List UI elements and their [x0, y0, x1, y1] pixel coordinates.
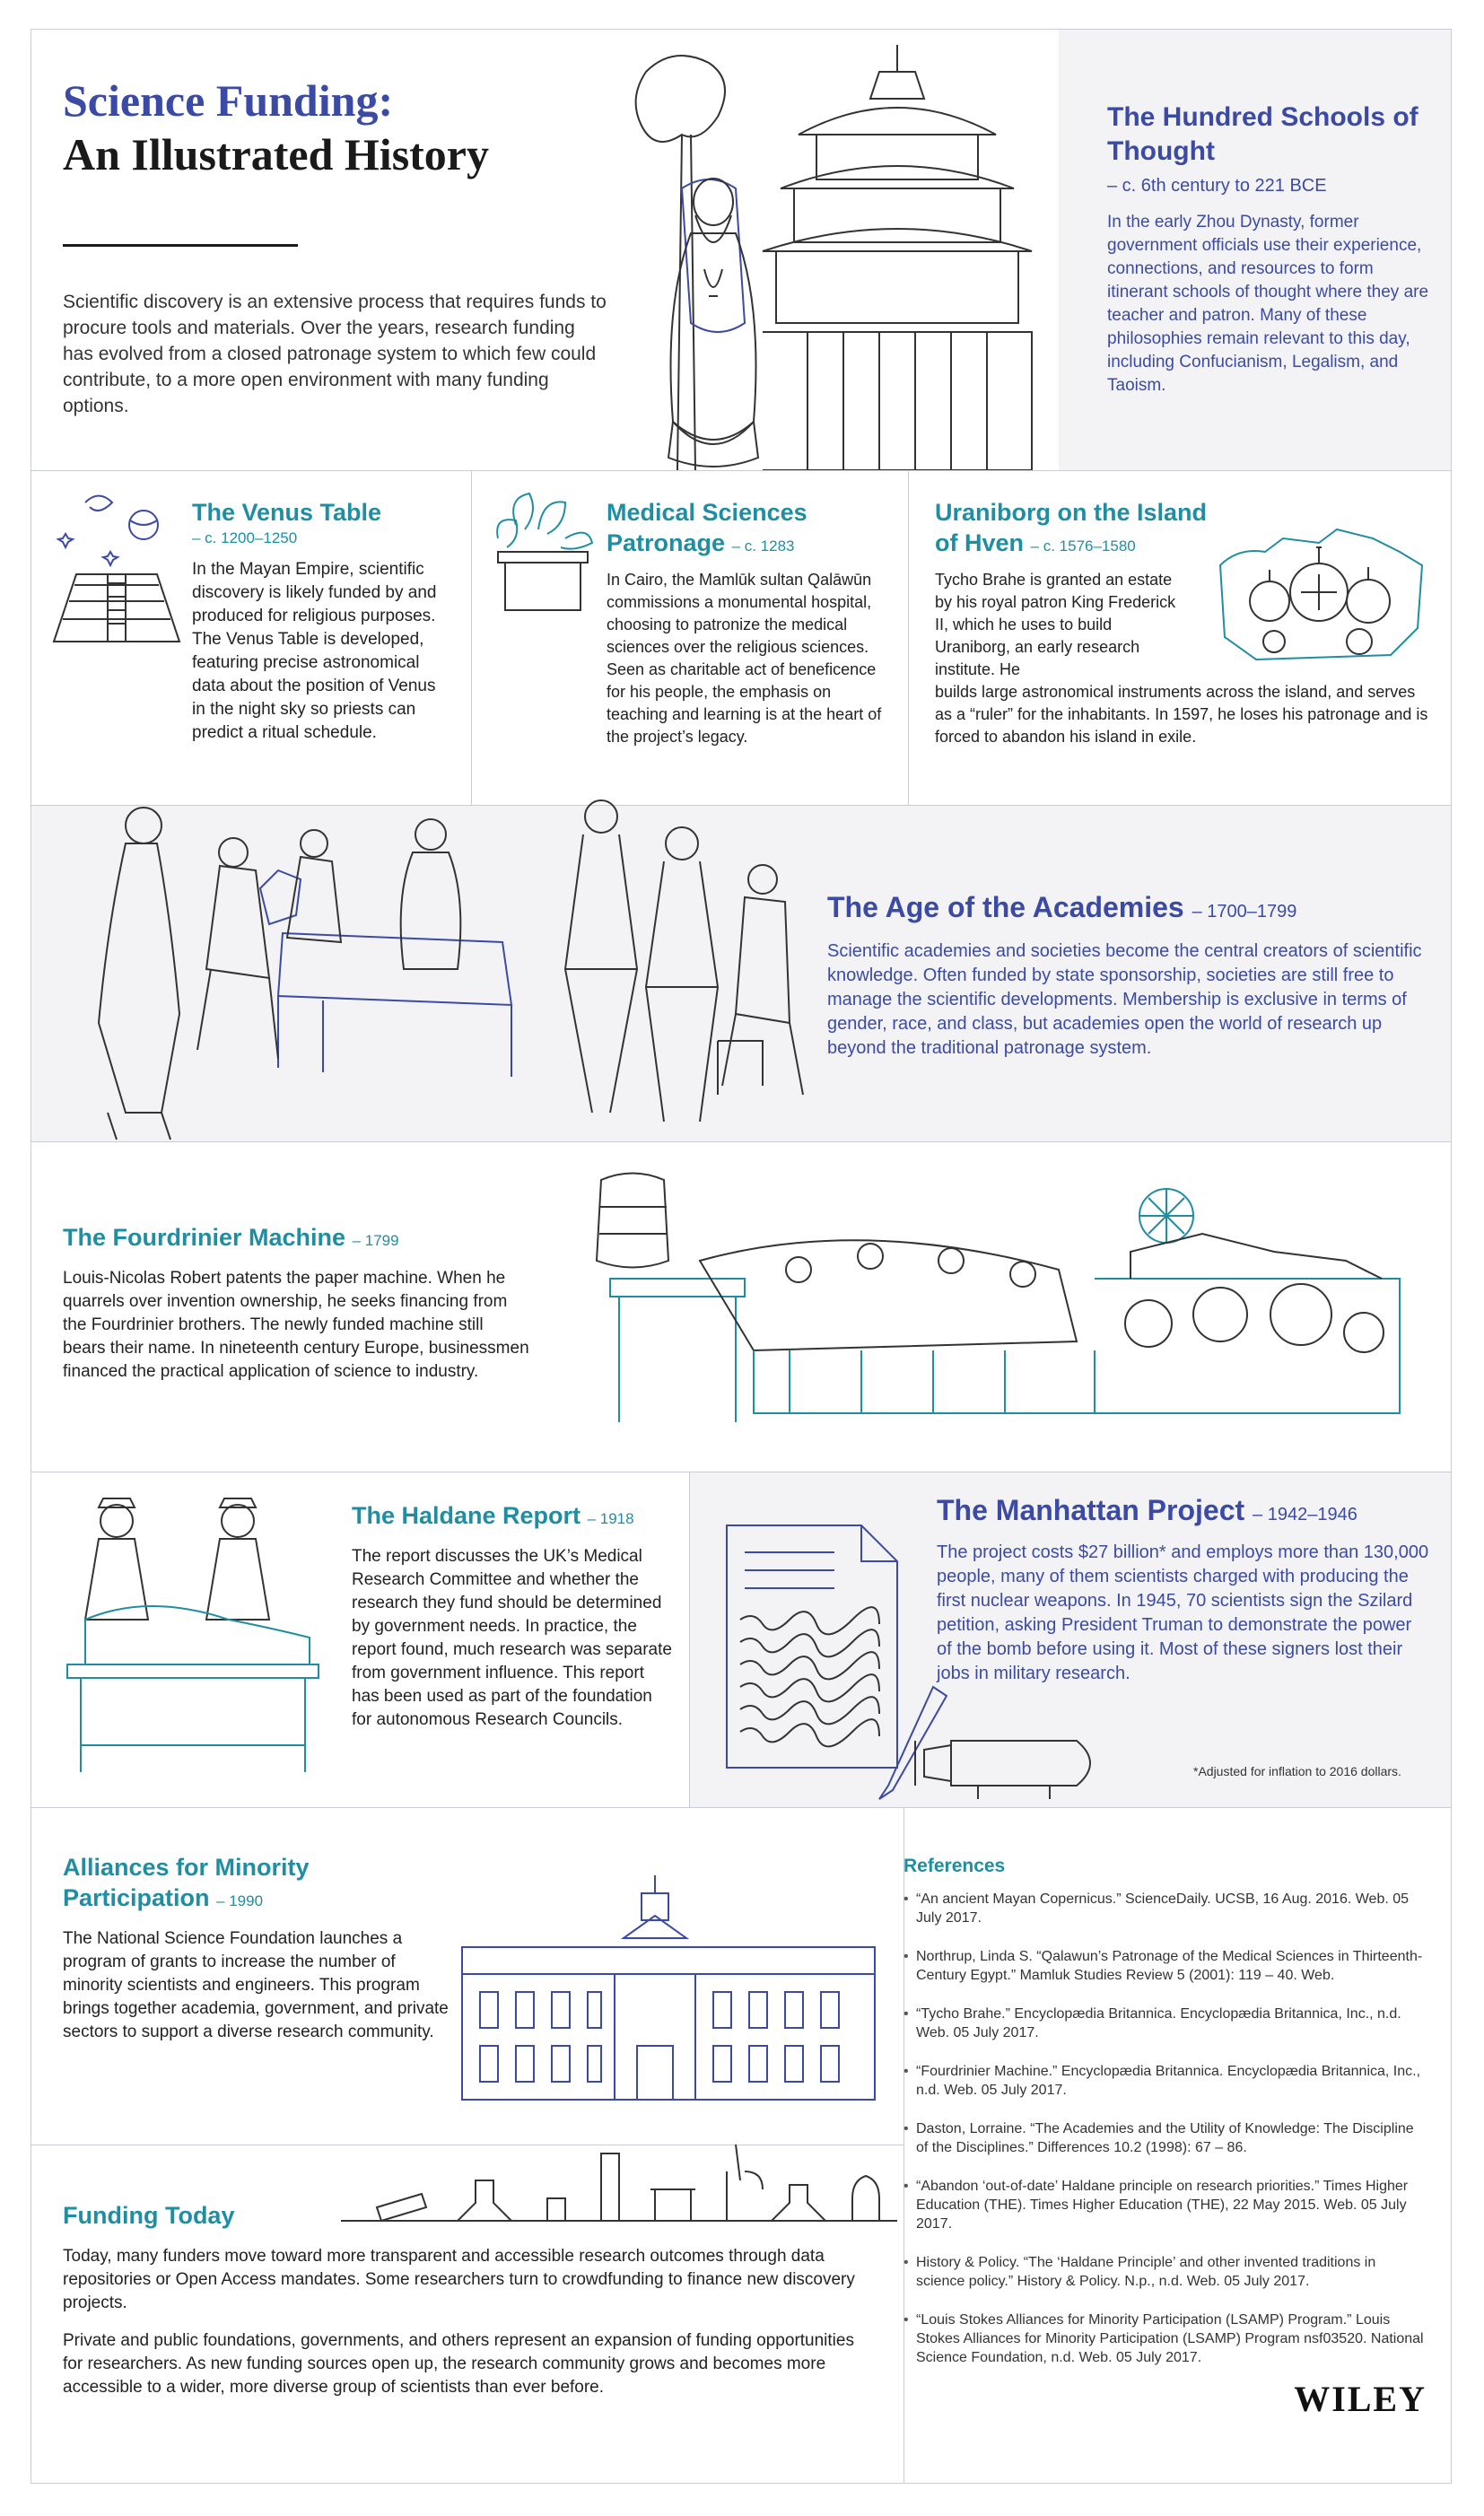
uraniborg-text-wide: builds large astronomical instruments across the island, and serves as a “ruler” for the inhabitants. In 1597, he loses his patronage and is forced to abandon his island in exile. [935, 683, 1428, 746]
medical-patronage [607, 497, 894, 748]
fourdrinier [63, 1222, 529, 1384]
alliances-text: The National Science Foundation launches a program of grants to increase the number of minority scientists and engineers. This program brings together academia, government, and private sectors to support a diverse research community. [63, 1929, 449, 2041]
alliances [63, 1852, 449, 2044]
reference-item: • “Abandon ‘out-of-date’ Haldane principle on research priorities.” Times Higher Education (THE). Times Higher Education (THE), 22 May 2015. Web. 05 July 2017. [903, 2177, 1424, 2233]
alliances-title-line-1: Alliances for Minority [63, 1854, 310, 1881]
academies-title: The Age of the Academies [827, 891, 1184, 923]
medical-text: In Cairo, the Mamlūk sultan Qalāwūn commissions a monumental hospital, choosing to patronize the medical sciences over the religious sciences. Seen as charitable act of beneficence for his people, the emphasis on teaching and learning is at the heart of the project’s legacy. [607, 571, 882, 746]
manhattan-text: The project costs $27 billion* and employs more than 130,000 people, many of them scientists charged with producing the first nuclear weapons. In 1945, 70 scientists sign the Szilard petition, asking President Truman to demonstrate the power of the bomb before using it. Most of these signers lost their jobs in military research. [937, 1542, 1429, 1683]
divider [31, 470, 1451, 471]
wiley-logo: WILEY [1294, 2379, 1427, 2419]
uraniborg-title-line-2-text: of Hven [935, 529, 1025, 556]
fourdrinier-title: The Fourdrinier Machine [63, 1224, 346, 1251]
manhattan-date: – 1942–1946 [1253, 1505, 1357, 1524]
venus-title: The Venus Table [192, 499, 382, 526]
hundred-schools [1107, 100, 1430, 397]
manhattan-project [937, 1493, 1430, 1686]
uraniborg-date: – c. 1576–1580 [1030, 537, 1136, 555]
university-building-illustration [453, 1866, 884, 2104]
hundred-schools-title: The Hundred Schools of Thought [1107, 102, 1419, 166]
hospital-nurses-illustration [49, 1485, 345, 1781]
reference-item: • “Fourdrinier Machine.” Encyclopædia Britannica. Encyclopædia Britannica, Inc., n.d. Web. 05 July 2017. [903, 2062, 1424, 2100]
academy-scene-illustration [54, 790, 834, 1144]
alliances-title-line-2-text: Participation [63, 1884, 210, 1911]
page-title [63, 74, 691, 181]
funding-today-p2: Private and public foundations, governments, and others represent an expansion of funding opportunities for researchers. As new funding sources open up, the research community grows and becomes more accessible to a wider, more diverse group of scientists than ever before. [63, 2331, 854, 2397]
funding-today [63, 2200, 870, 2399]
uraniborg-castle-illustration [1202, 511, 1436, 668]
haldane-text: The report discusses the UK’s Medical Research Committee and whether the research they fund should be determined by government needs. In practice, the report found, much research was separate from government influence. This report has been used as part of the foundation for autonomous Research Councils. [352, 1547, 672, 1729]
reference-item: • “Tycho Brahe.” Encyclopædia Britannica. Encyclopædia Britannica, Inc., n.d. Web. 05 July 2017. [903, 2005, 1424, 2042]
title-line-1: Science Funding: [63, 75, 394, 126]
reference-item: • Northrup, Linda S. “Qalawun’s Patronage of the Medical Sciences in Thirteenth-Century Egypt.” Mamluk Studies Review 5 (2001): 119 – 40. Web. [903, 1947, 1424, 1985]
alliances-title-line-2 [63, 1883, 449, 1917]
paper-machine-illustration [592, 1162, 1427, 1431]
title-line-2: An Illustrated History [63, 129, 489, 179]
funding-today-p1: Today, many funders move toward more transparent and accessible research outcomes through data repositories or Open Access mandates. Some researchers turn to crowdfunding to finance new discovery projects. [63, 2247, 855, 2312]
references [903, 1856, 1424, 2387]
academies [827, 890, 1428, 1061]
hundred-schools-text: In the early Zhou Dynasty, former government officials use their experience, connections, and resources to form itinerant schools of thought where they are teacher and patron. Many of these philosophies remain relevant to this day, including Confucianism, Legalism, and Taoism. [1107, 213, 1429, 395]
medical-title-line-2-text: Patronage [607, 529, 726, 556]
manhattan-footnote: *Adjusted for inflation to 2016 dollars. [1193, 1764, 1401, 1778]
reference-item: • Daston, Lorraine. “The Academies and the Utility of Knowledge: The Discipline of the Disciplines.” Differences 10.2 (1998): 67 – 86. [903, 2119, 1424, 2157]
manhattan-title: The Manhattan Project [937, 1494, 1245, 1526]
uraniborg-title-line-1: Uraniborg on the Island [935, 499, 1208, 526]
divider [908, 470, 909, 805]
uraniborg-text-narrow: Tycho Brahe is granted an estate by his royal patron King Frederick II, which he uses to build Uraniborg, an early research institute. He [935, 571, 1176, 678]
references-list [903, 1890, 1424, 2367]
hundred-schools-date: – c. 6th century to 221 BCE [1107, 176, 1327, 196]
reference-item: • “Louis Stokes Alliances for Minority Participation (LSAMP) Program.” Louis Stokes Alliances for Minority Participation (LSAMP) Program nsf03520. National Science Foundation, n.d. Web. 05 July 2017. [903, 2311, 1424, 2367]
haldane-title-row [352, 1500, 675, 1534]
divider [31, 1807, 1451, 1808]
reference-item: • History & Policy. “The ‘Haldane Principle’ and other invented traditions in science policy.” History & Policy. N.p., n.d. Web. 05 July 2017. [903, 2253, 1424, 2291]
references-title: References [903, 1856, 1006, 1876]
fourdrinier-date: – 1799 [352, 1232, 399, 1249]
fourdrinier-title-row [63, 1222, 529, 1256]
fourdrinier-text: Louis-Nicolas Robert patents the paper machine. When he quarrels over invention ownership, he seeks financing from the Fourdrinier brothers. The newly funded machine still bears their name. In nineteenth century Europe, businessmen financed the practical application of science to industry. [63, 1269, 529, 1381]
medical-title-line-1: Medical Sciences [607, 499, 807, 526]
haldane-report [352, 1500, 675, 1732]
alliances-date: – 1990 [216, 1892, 264, 1909]
venus-text: In the Mayan Empire, scientific discovery is likely funded by and produced for religious purposes. The Venus Table is developed, featuring precise astronomical data about the position of Venus in the night sky so priests can predict a ritual schedule. [192, 560, 437, 742]
intro-text: Scientific discovery is an extensive process that requires funds to procure tools and materials. Over the years, research funding has evolved from a closed patronage system to which few could contribute, to a more open environment with many funding options. [63, 292, 607, 416]
title-rule [63, 244, 298, 247]
haldane-title: The Haldane Report [352, 1502, 581, 1529]
haldane-date: – 1918 [587, 1510, 634, 1527]
reference-item: • “An ancient Mayan Copernicus.” ScienceDaily. UCSB, 16 Aug. 2016. Web. 05 July 2017. [903, 1890, 1424, 1927]
academies-date: – 1700–1799 [1192, 902, 1297, 922]
confucius-temple-illustration [628, 36, 1050, 470]
venus-date: – c. 1200–1250 [192, 529, 298, 546]
divider [689, 1472, 690, 1807]
medical-title-line-2 [607, 528, 894, 562]
academies-text: Scientific academies and societies become the central creators of scientific knowledge. Often funded by state sponsorship, societies are still free to manage the scientific developments. Membership is exclusive in terms of gender, race, and class, but academies open the world of research up beyond the traditional patronage system. [827, 941, 1422, 1058]
medical-date: – c. 1283 [731, 537, 795, 555]
funding-today-title: Funding Today [63, 2202, 235, 2229]
pyramid-planet-illustration [49, 485, 184, 646]
academies-title-row [827, 890, 1428, 929]
mortar-pestle-illustration [489, 489, 597, 615]
manhattan-title-row [937, 1493, 1430, 1532]
divider [471, 470, 472, 805]
venus-table [192, 497, 452, 745]
